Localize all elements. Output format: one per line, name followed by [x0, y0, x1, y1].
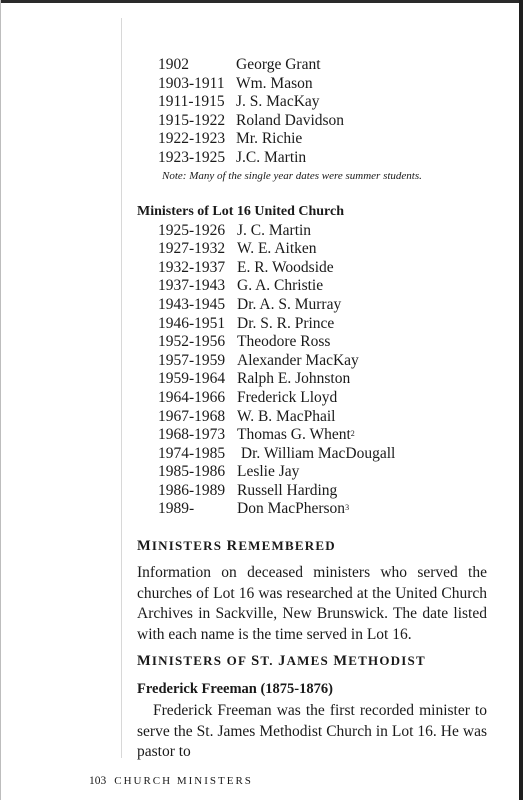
list-item	[158, 149, 487, 168]
years: 1922-1923	[158, 130, 226, 148]
small-caps-text: INISTERS	[151, 538, 227, 553]
years: 1911-1915	[158, 93, 225, 111]
list-item	[158, 352, 487, 371]
years: 1986-1989	[158, 481, 226, 499]
list-item	[158, 426, 487, 445]
years: 1915-1922	[158, 111, 226, 129]
small-caps-text: T.	[260, 653, 279, 668]
page-footer	[89, 775, 253, 787]
page-number: 103	[89, 775, 107, 787]
minister-name: E. R. Woodside	[237, 258, 334, 276]
years: 1902	[158, 56, 189, 73]
small-caps-text: INISTERS OF	[151, 653, 252, 668]
years: 1968-1973	[158, 426, 226, 444]
list-item	[158, 259, 487, 278]
list-item	[158, 408, 487, 427]
years: 1927-1932	[158, 240, 226, 258]
years: 1932-1937	[158, 258, 226, 276]
years: 1985-1986	[158, 463, 226, 481]
footnote-marker: 2	[350, 429, 355, 439]
small-caps-text: ETHODIST	[348, 653, 426, 668]
cap-letter: J	[278, 653, 287, 669]
list-item	[158, 93, 487, 112]
list-item	[158, 240, 487, 259]
scan-edge-right	[519, 0, 523, 800]
minister-name: G. A. Christie	[237, 277, 324, 295]
list-item	[158, 482, 487, 501]
minister-name: J. C. Martin	[237, 221, 312, 239]
st-james-methodist-heading	[137, 653, 426, 670]
list-item	[158, 445, 487, 464]
page-content	[137, 56, 487, 519]
minister-name: Theodore Ross	[237, 333, 331, 351]
list-item	[158, 333, 487, 352]
minister-name: Ralph E. Johnston	[237, 370, 351, 388]
early-ministers-list	[137, 56, 487, 168]
lot16-ministers-list	[137, 222, 487, 520]
years: 1974-1985	[158, 444, 226, 462]
minister-name: Mr. Richie	[236, 130, 303, 148]
list-item	[158, 389, 487, 408]
list-item	[158, 370, 487, 389]
minister-name	[237, 500, 349, 519]
years: 1925-1926	[158, 221, 226, 239]
list-item	[158, 130, 487, 149]
list-item	[158, 463, 487, 482]
years: 1959-1964	[158, 370, 226, 388]
summer-students-note: Note: Many of the single year dates were summer students.	[162, 169, 422, 182]
years: 1989-	[158, 500, 195, 518]
list-item	[158, 75, 487, 94]
minister-name: J. S. MacKay	[236, 93, 320, 111]
ministers-remembered-heading	[137, 538, 336, 555]
cap-letter: R	[226, 538, 239, 554]
lot16-heading: Ministers of Lot 16 United Church	[137, 203, 345, 219]
years: 1946-1951	[158, 314, 226, 332]
scan-edge-left	[0, 0, 1, 800]
frederick-freeman-subheading: Frederick Freeman (1875-1876)	[137, 681, 333, 697]
list-item	[158, 500, 487, 519]
years: 1964-1966	[158, 388, 226, 406]
years: 1903-1911	[158, 74, 225, 92]
minister-name: Dr. William MacDougall	[237, 444, 396, 462]
years: 1967-1968	[158, 407, 226, 425]
minister-name: Russell Harding	[237, 481, 338, 499]
paragraph: Information on deceased ministers who served the churches of Lot 16 was researched at the United Church Archives in Sackville, New Brunswick. The date listed with each name is the time served in Lot 16.	[137, 564, 487, 643]
minister-name: Dr. A. S. Murray	[237, 295, 342, 313]
minister-name: Wm. Mason	[236, 74, 313, 92]
list-item	[158, 56, 487, 75]
binding-gutter-line	[121, 18, 122, 758]
paragraph: Frederick Freeman was the first recorded minister to serve the St. James Methodist Church in Lot 16. He was pastor to	[137, 702, 487, 760]
minister-name	[237, 426, 355, 445]
name-text: Thomas G. Whent	[237, 426, 351, 444]
list-item	[158, 277, 487, 296]
list-item	[158, 315, 487, 334]
minister-name: Roland Davidson	[236, 111, 345, 129]
cap-letter: S	[251, 653, 261, 669]
scan-edge-top	[0, 0, 523, 3]
small-caps-text: AMES	[286, 653, 334, 668]
name-text: Don MacPherson	[237, 500, 346, 518]
list-item	[158, 112, 487, 131]
cap-letter: M	[137, 653, 152, 669]
years: 1952-1956	[158, 333, 226, 351]
years: 1957-1959	[158, 351, 226, 369]
minister-name: Leslie Jay	[237, 463, 300, 481]
minister-name: Frederick Lloyd	[237, 388, 338, 406]
minister-name: Dr. S. R. Prince	[237, 314, 335, 332]
footnote-marker: 3	[345, 503, 350, 513]
running-title: CHURCH MINISTERS	[114, 775, 253, 787]
years: 1943-1945	[158, 295, 226, 313]
list-item	[158, 222, 487, 241]
cap-letter: M	[137, 538, 152, 554]
small-caps-text: EMEMBERED	[238, 538, 336, 553]
list-item	[158, 296, 487, 315]
minister-name: W. B. MacPhail	[237, 407, 336, 425]
cap-letter: M	[333, 653, 349, 669]
minister-name: W. E. Aitken	[237, 240, 317, 258]
years: 1937-1943	[158, 277, 226, 295]
minister-name: J.C. Martin	[236, 148, 307, 166]
years: 1923-1925	[158, 148, 226, 166]
minister-name: George Grant	[236, 56, 321, 73]
minister-name: Alexander MacKay	[237, 351, 359, 369]
